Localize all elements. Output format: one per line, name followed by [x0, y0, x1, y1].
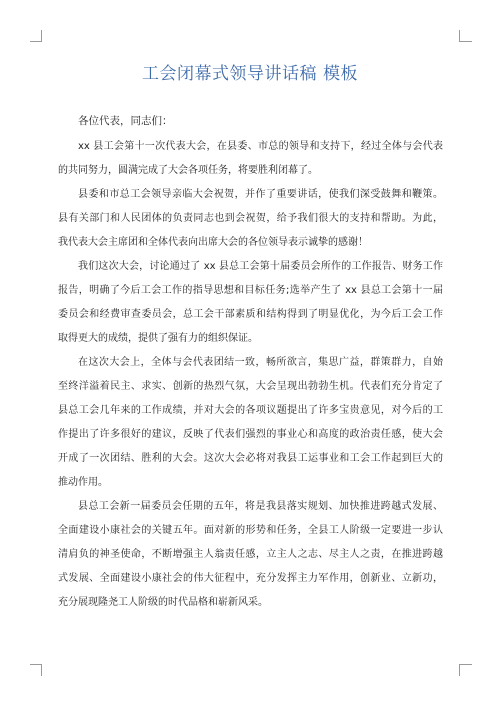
paragraph-4-line-3: 县总工会几年来的工作成绩，并对大会的各项议题提出了许多宝贵意见，对今后的工 [58, 405, 443, 416]
paragraph-4-line-2: 至终洋溢着民主、求实、创新的热烈气氛，大会呈现出勃勃生机。代表们充分肯定了 [58, 381, 443, 392]
paragraph-5 [58, 499, 443, 610]
paragraph-3 [58, 259, 443, 346]
paragraph-5-line-3: 清肩负的神圣使命，不断增强主人翁责任感，立主人之志、尽主人之责，在推进跨越 [58, 549, 443, 560]
paragraph-4-line-6: 推动作用。 [58, 477, 108, 488]
paragraph-3-line-1: 我们这次大会，讨论通过了 xx 县总工会第十届委员会所作的工作报告、财务工作 [78, 261, 443, 272]
salutation: 各位代表，同志们： [78, 115, 173, 127]
crop-mark-bottom-left-vertical [41, 664, 42, 676]
crop-mark-top-right-vertical [459, 30, 460, 42]
crop-mark-top-left-vertical [41, 30, 42, 42]
paragraph-4 [58, 355, 443, 490]
crop-mark-bottom-right-vertical [459, 664, 460, 676]
document-title: 工会闭幕式领导讲话稿 模板 [142, 64, 358, 84]
paragraph-2 [58, 187, 443, 250]
paragraph-5-line-1: 县总工会新一届委员会任期的五年，将是我县落实规划、加快推进跨越式发展、 [78, 501, 443, 512]
paragraph-4-line-4: 作提出了许多很好的建议，反映了代表们强烈的事业心和高度的政治责任感，使大会 [58, 429, 443, 440]
crop-mark-top-right [460, 41, 472, 42]
paragraph-1 [58, 139, 443, 178]
paragraph-1-line-1: xx 县工会第十一次代表大会，在县委、市总的领导和支持下，经过全体与会代表 [78, 141, 443, 152]
paragraph-5-line-4: 式发展、全面建设小康社会的伟大征程中，充分发挥主力军作用，创新业、立新功， [58, 573, 443, 584]
paragraph-2-line-2: 县有关部门和人民团体的负责同志也到会祝贺，给予我们很大的支持和帮助。为此， [58, 213, 443, 224]
paragraph-3-line-4: 取得更大的成绩，提供了强有力的组织保证。 [58, 333, 258, 344]
paragraph-4-line-5: 开成了一次团结、胜利的大会。这次大会必将对我县工运事业和工会工作起到巨大的 [58, 453, 443, 464]
paragraph-3-line-3: 委员会和经费审查委员会，总工会干部素质和结构得到了明显优化，为今后工会工作 [58, 309, 443, 320]
paragraph-2-line-3: 我代表大会主席团和全体代表向出席大会的各位领导表示诚挚的感谢！ [58, 237, 368, 248]
paragraph-5-line-2: 全面建设小康社会的关键五年。面对新的形势和任务，全县工人阶级一定要进一步认 [58, 525, 443, 536]
paragraph-3-line-2: 报告，明确了今后工会工作的指导思想和目标任务;选举产生了 xx 县总工会第十一届 [58, 285, 443, 296]
paragraph-5-line-5: 充分展现隆尧工人阶级的时代品格和崭新风采。 [58, 597, 268, 608]
paragraph-4-line-1: 在这次大会上，全体与会代表团结一致，畅所欲言，集思广益，群策群力，自始 [78, 357, 443, 368]
document-body [58, 114, 443, 619]
paragraph-1-line-2: 的共同努力，圆满完成了大会各项任务，将要胜利闭幕了。 [58, 165, 318, 176]
paragraph-2-line-1: 县委和市总工会领导亲临大会祝贺，并作了重要讲话，使我们深受鼓舞和鞭策。 [78, 189, 443, 200]
crop-mark-bottom-right [460, 664, 472, 665]
